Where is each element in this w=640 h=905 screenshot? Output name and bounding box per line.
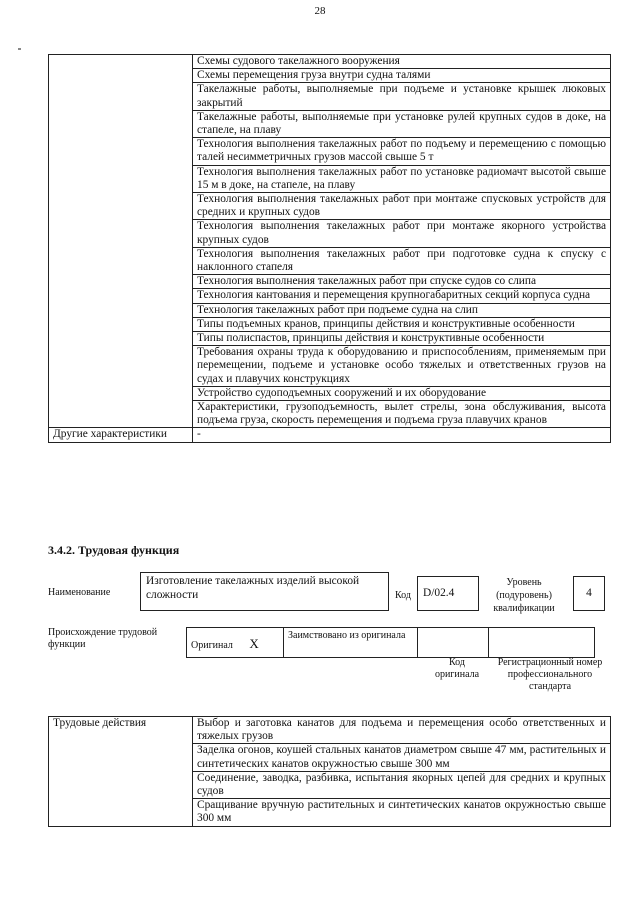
origin-label: Происхождение трудовой функции bbox=[48, 627, 158, 650]
section-heading: 3.4.2. Трудовая функция bbox=[48, 543, 180, 557]
code-original-caption: Код оригинала bbox=[434, 657, 480, 680]
knowledge-item: Схемы судового такелажного вооружения bbox=[193, 55, 611, 69]
knowledge-item: Устройство судоподъемных сооружений и их оборудование bbox=[193, 386, 611, 400]
knowledge-item: Схемы перемещения груза внутри судна талями bbox=[193, 69, 611, 83]
knowledge-item: Характеристики, грузоподъемность, вылет стрелы, зона обслуживания, высота подъема груза, скорость перемещения и подъема груза плавучих кранов bbox=[193, 401, 611, 428]
registration-caption: Регистрационный номер профессионального стандарта bbox=[497, 657, 603, 692]
code-value: D/02.4 bbox=[423, 587, 455, 599]
level-box bbox=[573, 576, 605, 611]
code-box bbox=[417, 576, 479, 611]
labor-action-item: Сращивание вручную растительных и синтетических канатов окружностью свыше 300 мм bbox=[193, 799, 611, 826]
scan-mark bbox=[18, 48, 21, 50]
table-row bbox=[49, 428, 611, 442]
name-label: Наименование bbox=[48, 587, 111, 598]
level-label: Уровень (подуровень) квалификации bbox=[493, 577, 555, 614]
knowledge-item: Такелажные работы, выполняемые при подъеме и установке крышек люковых закрытий bbox=[193, 83, 611, 110]
labor-actions-label: Трудовые действия bbox=[49, 717, 193, 827]
knowledge-item: Типы подъемных кранов, принципы действия и конструктивные особенности bbox=[193, 317, 611, 331]
table-row bbox=[187, 628, 595, 658]
other-characteristics-label: Другие характеристики bbox=[49, 428, 193, 442]
knowledge-item: Технология выполнения такелажных работ по подъему и перемещению с помощью талей несимметричных грузов массой свыше 5 т bbox=[193, 138, 611, 165]
other-characteristics-value: - bbox=[193, 428, 611, 442]
page-number: 28 bbox=[314, 5, 326, 17]
knowledge-item: Технология выполнения такелажных работ при монтаже якорного устройства крупных судов bbox=[193, 220, 611, 247]
function-name-box bbox=[140, 572, 389, 611]
knowledge-item: Технология выполнения такелажных работ по установке радиомачт высотой свыше 15 м в доке, на стапеле, на плаву bbox=[193, 165, 611, 192]
knowledge-item: Технология выполнения такелажных работ при подготовке судна к спуску с наклонного стапеля bbox=[193, 247, 611, 274]
labor-action-item: Выбор и заготовка канатов для подъема и перемещения особо ответственных и тяжелых грузов bbox=[193, 717, 611, 744]
table-row bbox=[49, 55, 611, 69]
original-cell bbox=[187, 628, 284, 658]
knowledge-item: Технология выполнения такелажных работ при монтаже спусковых устройств для средних и крупных судов bbox=[193, 193, 611, 220]
borrowed-label: Заимствовано из оригинала bbox=[288, 630, 406, 641]
knowledge-item: Типы полиспастов, принципы действия и конструктивные особенности bbox=[193, 332, 611, 346]
labor-action-item: Заделка огонов, коушей стальных канатов диаметром свыше 47 мм, растительных и синтетических канатов окружностью свыше 300 мм bbox=[193, 744, 611, 771]
knowledge-item: Такелажные работы, выполняемые при установке рулей крупных судов в доке, на стапеле, на плаву bbox=[193, 110, 611, 137]
knowledge-item: Технология выполнения такелажных работ при спуске судов со слипа bbox=[193, 275, 611, 289]
original-mark: X bbox=[249, 636, 259, 651]
borrowed-cell bbox=[284, 628, 418, 658]
origin-table bbox=[186, 627, 595, 658]
knowledge-label-cell bbox=[49, 55, 193, 428]
original-label: Оригинал bbox=[191, 640, 233, 651]
knowledge-table bbox=[48, 54, 611, 443]
knowledge-item: Технология кантования и перемещения крупногабаритных секций корпуса судна bbox=[193, 289, 611, 303]
original-code-cell bbox=[418, 628, 489, 658]
knowledge-item: Технология такелажных работ при подъеме судна на слип bbox=[193, 303, 611, 317]
function-name-value: Изготовление такелажных изделий высокой сложности bbox=[146, 575, 360, 601]
labor-action-item: Соединение, заводка, разбивка, испытания якорных цепей для средних и крупных судов bbox=[193, 771, 611, 798]
level-value: 4 bbox=[586, 587, 592, 599]
knowledge-item: Требования охраны труда к оборудованию и приспособлениям, применяемым при перемещении, подъеме и установке особо тяжелых и ответственных грузов на судах и плавучих конструкциях bbox=[193, 346, 611, 387]
registration-number-cell bbox=[489, 628, 595, 658]
labor-actions-table bbox=[48, 716, 611, 827]
code-label: Код bbox=[395, 590, 411, 601]
table-row bbox=[49, 717, 611, 744]
